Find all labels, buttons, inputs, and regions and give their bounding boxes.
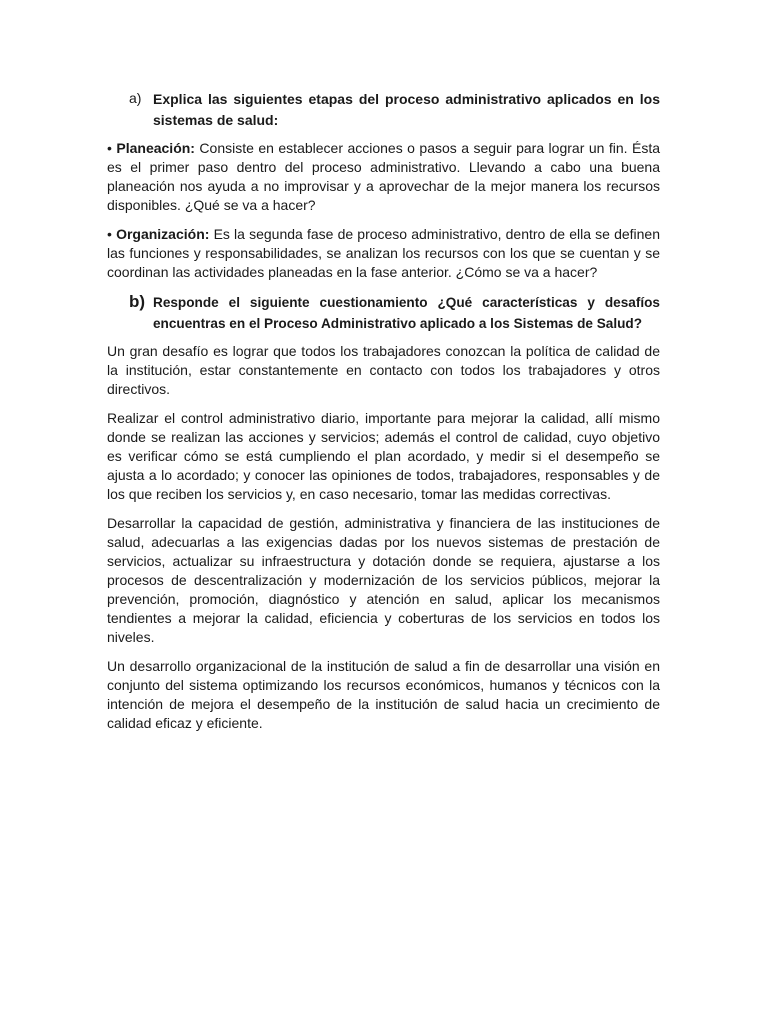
answer-paragraph-4: Un desarrollo organizacional de la institución de salud a fin de desarrollar una visión en conjunto del sistema optimizando los recursos económicos, humanos y técnicos con la intención de mejora el desempeño de la institución de salud hacia un crecimiento de calidad eficaz y eficiente. [107,658,660,731]
question-b-heading [107,292,660,334]
question-a-heading [107,89,660,131]
term-organizacion: Organización: [116,226,210,242]
text-planeacion: Consiste en establecer acciones o pasos a seguir para lograr un fin. Ésta es el primer paso dentro del proceso administrativo. Llevando a cabo una buena planeación nos ayuda a no improvisar y a aprovechar de la mejor manera los recursos disponibles. ¿Qué se va a hacer? [107,140,661,213]
question-b-text: Responde el siguiente cuestionamiento ¿Qué características y desafíos encuentras en el Proceso Administrativo aplicado a los Sistemas de Salud? [153,295,660,331]
bullet-marker: • [107,226,112,242]
answer-paragraph-3: Desarrollar la capacidad de gestión, administrativa y financiera de las instituciones de salud, adecuarlas a las exigencias dadas por los nuevos sistemas de prestación de servicios, actualizar su infraestructura y dotación donde se requiera, ajustarse a los procesos de descentralización y modernización de los servicios públicos, mejorar la prevención, promoción, diagnóstico y atención en salud, aplicar los mecanismos tendientes a mejorar la calidad, eficiencia y coberturas de los servicios en todos los niveles. [107,515,660,645]
bullet-organizacion [107,225,660,282]
question-a-text: Explica las siguientes etapas del proceso administrativo aplicados en los sistemas de salud: [153,91,660,128]
question-b-letter: b) [129,292,146,311]
bullet-marker: • [107,140,112,156]
answer-paragraph-2: Realizar el control administrativo diario, importante para mejorar la calidad, allí mismo donde se realizan las acciones y servicios; además el control de calidad, cuyo objetivo es verificar cómo se está cumpliendo el plan acordado, y medir si el desempeño se ajusta a lo acordado; y conocer las opiniones de todos, trabajadores, responsables y de los que reciben los servicios y, en caso necesario, tomar las medidas correctivas. [107,410,660,502]
bullet-planeacion [107,139,660,215]
text-organizacion: Es la segunda fase de proceso administrativo, dentro de ella se definen las funciones y responsabilidades, se analizan los recursos con los que se cuentan y se coordinan las actividades planeadas en la fase anterior. ¿Cómo se va a hacer? [107,226,660,280]
document-page [107,89,660,743]
question-a-letter: a) [129,90,142,106]
term-planeacion: Planeación: [116,140,195,156]
answer-paragraph-1: Un gran desafío es lograr que todos los trabajadores conozcan la política de calidad de la institución, estar constantemente en contacto con todos los trabajadores y otros directivos. [107,343,660,397]
